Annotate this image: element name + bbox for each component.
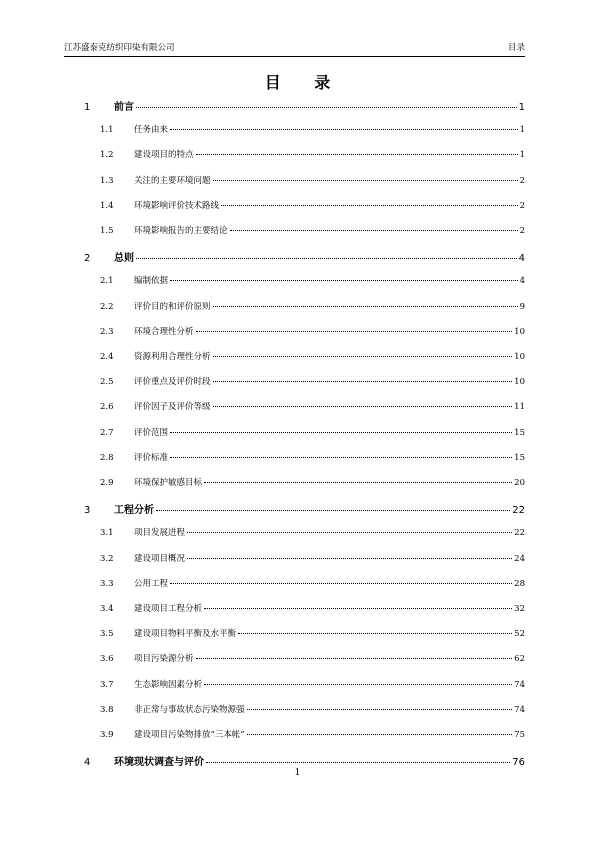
toc-chapter-entry[interactable] — [84, 249, 525, 263]
toc-entry-number: 3.1 — [100, 528, 114, 539]
page-header — [64, 42, 525, 57]
toc-entry-page: 2 — [519, 226, 525, 236]
toc-section-entry[interactable] — [100, 627, 525, 639]
toc-section-entry[interactable] — [100, 224, 525, 236]
toc-section-entry[interactable] — [100, 728, 525, 740]
toc-entry-title: 工程分析 — [114, 505, 154, 517]
toc-entry-number: 2.5 — [100, 377, 114, 388]
toc-entry-title: 评价因子及评价等级 — [134, 402, 211, 413]
toc-entry-title: 环境合理性分析 — [134, 326, 194, 337]
toc-entry-title: 资源利用合理性分析 — [134, 352, 211, 362]
toc-dot-leader — [204, 608, 512, 609]
toc-entry-number: 1.2 — [100, 150, 114, 161]
toc-section-entry[interactable] — [100, 526, 525, 538]
toc-entry-number: 4 — [84, 757, 91, 769]
toc-entry-page: 1 — [519, 150, 525, 161]
toc-entry-page: 15 — [514, 452, 525, 463]
toc-entry-title: 环境保护敏感目标 — [134, 478, 203, 488]
toc-entry-title: 生态影响因素分析 — [134, 679, 203, 690]
toc-chapter-entry[interactable] — [84, 98, 525, 112]
toc-entry-page: 10 — [514, 326, 525, 337]
toc-dot-leader — [170, 432, 512, 433]
toc-chapter-entry[interactable] — [84, 753, 525, 767]
toc-section-entry[interactable] — [100, 350, 525, 362]
toc-section-entry[interactable] — [100, 199, 525, 211]
toc-dot-leader — [213, 406, 513, 407]
toc-dot-leader — [170, 457, 512, 458]
toc-entry-number: 2.4 — [100, 352, 114, 362]
toc-entry-title: 建设项目物料平衡及水平衡 — [134, 629, 237, 640]
toc-entry-number: 2.2 — [100, 301, 114, 312]
toc-entry-number: 2.1 — [100, 276, 114, 287]
toc-entry-number: 1.4 — [100, 200, 114, 211]
toc-entry-page: 75 — [514, 730, 525, 740]
toc-dot-leader — [136, 258, 517, 259]
toc-entry-title: 环境影响报告的主要结论 — [134, 226, 228, 236]
toc-dot-leader — [187, 558, 512, 559]
toc-entry-title: 项目污染源分析 — [134, 654, 194, 665]
toc-section-entry[interactable] — [100, 274, 525, 286]
toc-section-entry[interactable] — [100, 703, 525, 715]
toc-entry-page: 32 — [514, 604, 525, 614]
toc-entry-page: 2 — [519, 175, 525, 186]
toc-entry-title: 评价标准 — [134, 452, 169, 463]
toc-entry-title: 总则 — [114, 253, 134, 265]
toc-section-entry[interactable] — [100, 652, 525, 664]
toc-entry-number: 2.8 — [100, 452, 114, 463]
toc-dot-leader — [247, 709, 513, 710]
toc-entry-page: 74 — [514, 679, 525, 690]
toc-entry-page: 22 — [514, 528, 525, 539]
toc-entry-title: 公用工程 — [134, 578, 169, 589]
toc-dot-leader — [170, 583, 512, 584]
toc-dot-leader — [204, 684, 512, 685]
toc-entry-title: 建设项目概况 — [134, 553, 186, 564]
toc-entry-number: 1.3 — [100, 175, 114, 186]
toc-section-entry[interactable] — [100, 426, 525, 438]
toc-entry-number: 3.4 — [100, 604, 114, 614]
toc-section-entry[interactable] — [100, 325, 525, 337]
toc-section-entry[interactable] — [100, 678, 525, 690]
toc-dot-leader — [213, 356, 513, 357]
toc-entry-number: 2.9 — [100, 478, 114, 488]
toc-dot-leader — [213, 306, 518, 307]
toc-section-entry[interactable] — [100, 123, 525, 135]
toc-entry-page: 9 — [519, 301, 525, 312]
toc-entry-title: 环境影响评价技术路线 — [134, 200, 220, 211]
toc-chapter-entry[interactable] — [84, 501, 525, 515]
toc-entry-title: 编制依据 — [134, 276, 169, 287]
toc-entry-page: 62 — [514, 654, 525, 665]
toc-entry-title: 任务由来 — [134, 125, 169, 136]
toc-dot-leader — [170, 280, 518, 281]
toc-entry-title: 建设项目的特点 — [134, 150, 194, 161]
toc-entry-page: 20 — [514, 478, 525, 488]
toc-entry-number: 3 — [84, 505, 91, 517]
toc-entry-number: 3.7 — [100, 679, 114, 690]
toc-entry-number: 1 — [84, 102, 91, 113]
toc-section-entry[interactable] — [100, 375, 525, 387]
toc-section-entry[interactable] — [100, 577, 525, 589]
toc-entry-page: 76 — [512, 757, 525, 769]
toc-entry-page: 1 — [519, 125, 525, 136]
toc-entry-title: 评价重点及评价时段 — [134, 377, 211, 388]
toc-section-entry[interactable] — [100, 300, 525, 312]
header-section-name: 目录 — [507, 43, 525, 53]
toc-entry-page: 10 — [514, 352, 525, 362]
toc-entry-page: 22 — [512, 505, 525, 517]
toc-dot-leader — [187, 532, 512, 533]
toc-section-entry[interactable] — [100, 174, 525, 186]
toc-dot-leader — [196, 154, 518, 155]
toc-entry-title: 建设项目工程分析 — [134, 604, 203, 614]
toc-entry-page: 74 — [514, 704, 525, 715]
toc-dot-leader — [204, 482, 512, 483]
toc-entry-title: 关注的主要环境问题 — [134, 175, 211, 186]
toc-section-entry[interactable] — [100, 476, 525, 488]
toc-dot-leader — [196, 658, 513, 659]
toc-dot-leader — [247, 734, 512, 735]
toc-entry-page: 15 — [514, 427, 525, 438]
toc-entry-page: 11 — [514, 402, 525, 413]
toc-dot-leader — [156, 510, 510, 511]
toc-entry-number: 1.1 — [100, 125, 114, 136]
toc-entry-page: 4 — [519, 276, 525, 287]
toc-dot-leader — [196, 331, 513, 332]
toc-dot-leader — [136, 107, 517, 108]
toc-entry-number: 3.8 — [100, 704, 114, 715]
toc-entry-title: 前言 — [114, 102, 134, 113]
toc-entry-number: 2.6 — [100, 402, 114, 413]
toc-entry-page: 24 — [514, 553, 525, 564]
toc-section-entry[interactable] — [100, 400, 525, 412]
toc-entry-number: 3.5 — [100, 629, 114, 640]
toc-entry-title: 建设项目污染物排放“三本帐” — [134, 730, 245, 740]
toc-entry-page: 2 — [519, 200, 525, 211]
toc-entry-number: 3.6 — [100, 654, 114, 665]
toc-entry-number: 3.9 — [100, 730, 114, 740]
toc-entry-page: 4 — [518, 253, 525, 265]
toc-entry-page: 52 — [514, 629, 525, 640]
toc-entry-title: 评价目的和评价原则 — [134, 301, 211, 312]
toc-section-entry[interactable] — [100, 451, 525, 463]
toc-entry-number: 3.3 — [100, 578, 114, 589]
toc-entry-number: 2.7 — [100, 427, 114, 438]
toc-entry-number: 2.3 — [100, 326, 114, 337]
page-number: 1 — [294, 768, 301, 778]
toc-dot-leader — [230, 230, 518, 231]
toc-title: 目 录 — [264, 73, 345, 92]
toc-entry-page: 28 — [514, 578, 525, 589]
toc-section-entry[interactable] — [100, 602, 525, 614]
toc-entry-page: 10 — [514, 377, 525, 388]
toc-dot-leader — [206, 762, 510, 763]
toc-entry-title: 评价范围 — [134, 427, 169, 438]
toc-dot-leader — [213, 180, 518, 181]
toc-dot-leader — [170, 129, 518, 130]
toc-section-entry[interactable] — [100, 148, 525, 160]
toc-dot-leader — [238, 633, 512, 634]
toc-entry-title: 环境现状调查与评价 — [114, 757, 204, 769]
toc-entry-page: 1 — [518, 102, 525, 113]
toc-entry-number: 1.5 — [100, 226, 114, 236]
toc-entry-number: 3.2 — [100, 553, 114, 564]
toc-dot-leader — [213, 381, 513, 382]
toc-dot-leader — [221, 205, 518, 206]
toc-section-entry[interactable] — [100, 552, 525, 564]
toc-entry-title: 非正常与事故状态污染物源强 — [134, 704, 245, 715]
toc-entry-number: 2 — [84, 253, 91, 265]
header-company-name: 江苏盛泰克纺织印染有限公司 — [64, 43, 175, 53]
toc-entry-title: 项目发展进程 — [134, 528, 186, 539]
